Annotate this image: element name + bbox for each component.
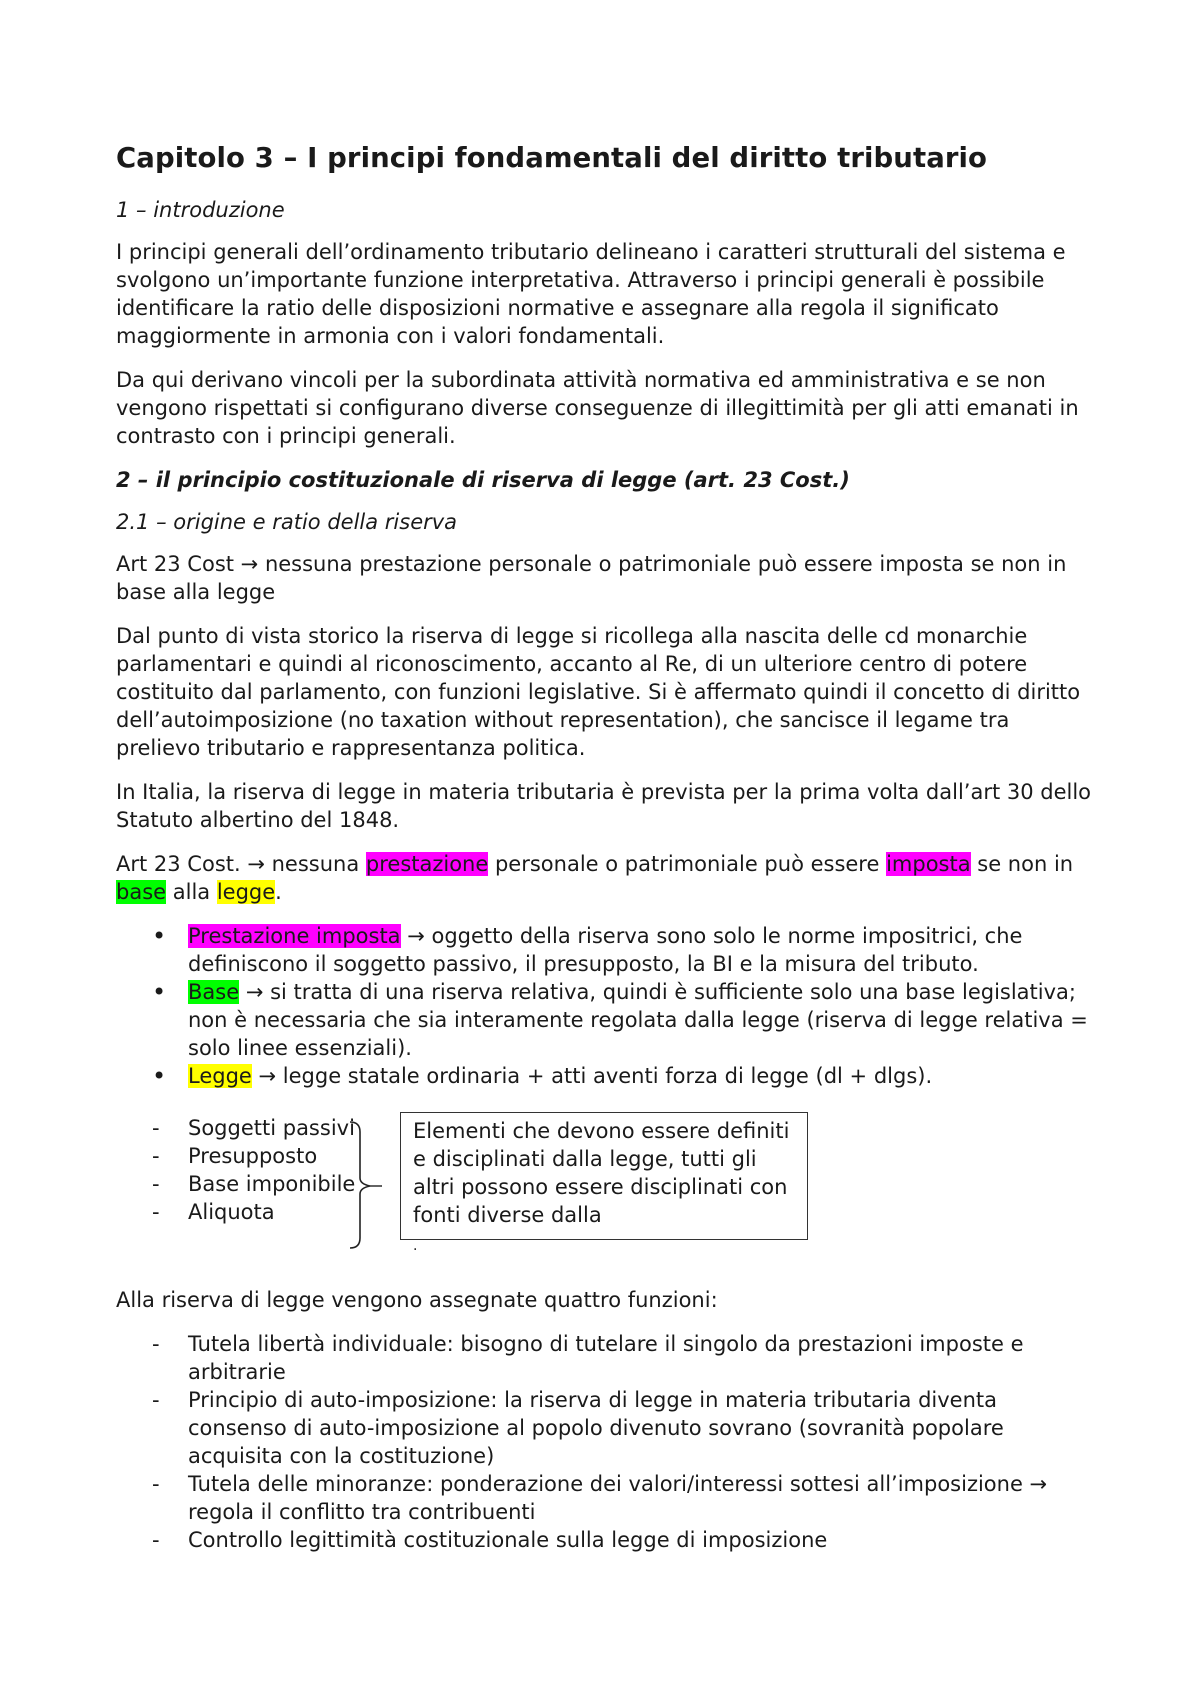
- bullet-text: → oggetto della riserva sono solo le norme impositrici, che definiscono il soggetto passivo, il presupposto, la BI e la misura del tributo.: [188, 924, 1023, 976]
- note-box-text: Elementi che devono essere definiti e disciplinati dalla legge, tutti gli altri possono essere disciplinati con fonti diverse dalla: [413, 1119, 790, 1227]
- highlight-prestazione: prestazione: [365, 852, 489, 876]
- art23-text-3: se non in: [970, 852, 1074, 876]
- section-2-1-heading: 2.1 – origine e ratio della riserva: [116, 510, 458, 534]
- art23-text-2: personale o patrimoniale può essere: [488, 852, 887, 876]
- note-box: [400, 1112, 808, 1254]
- bullet-item-legge: [188, 1062, 1100, 1090]
- art23-text-4: alla: [166, 880, 217, 904]
- section-1-heading: 1 – introduzione: [116, 198, 285, 222]
- bullet-item-prestazione: [188, 922, 1100, 978]
- elements-list: [116, 1114, 355, 1226]
- list-item: - Aliquota: [188, 1198, 355, 1226]
- art23-summary: Art 23 Cost → nessuna prestazione personale o patrimoniale può essere imposta se non in base alla legge: [116, 552, 1067, 604]
- bullet-text: → legge statale ordinaria + atti aventi forza di legge (dl + dlgs).: [251, 1064, 933, 1088]
- section-1-paragraph-2: Da qui derivano vincoli per la subordinata attività normativa ed amministrativa e se non vengono rispettati si configurano diverse conseguenze di illegittimità per gli atti emanati in contrasto con i principi generali.: [116, 368, 1079, 448]
- list-item: - Tutela delle minoranze: ponderazione dei valori/interessi sottesi all’imposizione → regola il conflitto tra contribuenti: [188, 1470, 1100, 1526]
- highlight-imposta: imposta: [886, 852, 971, 876]
- bullet-item-base: [188, 978, 1100, 1062]
- section-2-heading: 2 – il principio costituzionale di riserva di legge (art. 23 Cost.): [116, 468, 850, 492]
- art23-text-1: Art 23 Cost. → nessuna: [116, 852, 366, 876]
- curly-brace-shape: [348, 1120, 388, 1250]
- historical-paragraph: Dal punto di vista storico la riserva di legge si ricollega alla nascita delle cd monarchie parlamentari e quindi al riconoscimento, accanto al Re, di un ulteriore centro di potere costituito dal parlamento, con funzioni legislative. Si è affermato quindi il concetto di diritto dell’autoimposizione (no taxation without representation), che sancisce il legame tra prelievo tributario e rappresentanza politica.: [116, 624, 1081, 760]
- highlight-base: base: [116, 880, 167, 904]
- list-item: - Soggetti passivi: [188, 1114, 355, 1142]
- statuto-paragraph: In Italia, la riserva di legge in materia tributaria è prevista per la prima volta dall’art 30 dello Statuto albertino del 1848.: [116, 780, 1092, 832]
- list-item: - Principio di auto-imposizione: la riserva di legge in materia tributaria diventa consenso di auto-imposizione al popolo divenuto sovrano (sovranità popolare acquisita con la costituzione): [188, 1386, 1100, 1470]
- note-box-tail: .: [413, 1238, 418, 1254]
- chapter-title: Capitolo 3 – I principi fondamentali del diritto tributario: [116, 142, 988, 174]
- functions-list: [116, 1330, 1100, 1554]
- section-1-paragraph-1: I principi generali dell’ordinamento tributario delineano i caratteri strutturali del sistema e svolgono un’importante funzione interpretativa. Attraverso i principi generali è possibile identificare la ratio delle disposizioni normative e assegnare alla regola il significato maggiormente in armonia con i valori fondamentali.: [116, 240, 1066, 348]
- bullet-text: → si tratta di una riserva relativa, quindi è sufficiente solo una base legislativa; non è necessaria che sia interamente regolata dalla legge (riserva di legge relativa = solo linee essenziali).: [188, 980, 1088, 1060]
- bullet-term: Legge: [188, 1064, 252, 1088]
- list-item: - Base imponibile: [188, 1170, 355, 1198]
- bullet-term: Base: [188, 980, 240, 1004]
- list-item: - Presupposto: [188, 1142, 355, 1170]
- document-content: [116, 140, 1100, 1570]
- bullet-list: [116, 922, 1100, 1090]
- elements-block: [116, 1114, 1100, 1264]
- list-item: - Tutela libertà individuale: bisogno di tutelare il singolo da prestazioni imposte e arbitrarie: [188, 1330, 1100, 1386]
- functions-intro: Alla riserva di legge vengono assegnate quattro funzioni:: [116, 1288, 718, 1312]
- list-item: - Controllo legittimità costituzionale sulla legge di imposizione: [188, 1526, 1100, 1554]
- art23-text-5: .: [275, 880, 282, 904]
- bullet-term: Prestazione imposta: [188, 924, 401, 948]
- highlight-legge: legge: [216, 880, 276, 904]
- art23-highlighted: [116, 850, 1100, 906]
